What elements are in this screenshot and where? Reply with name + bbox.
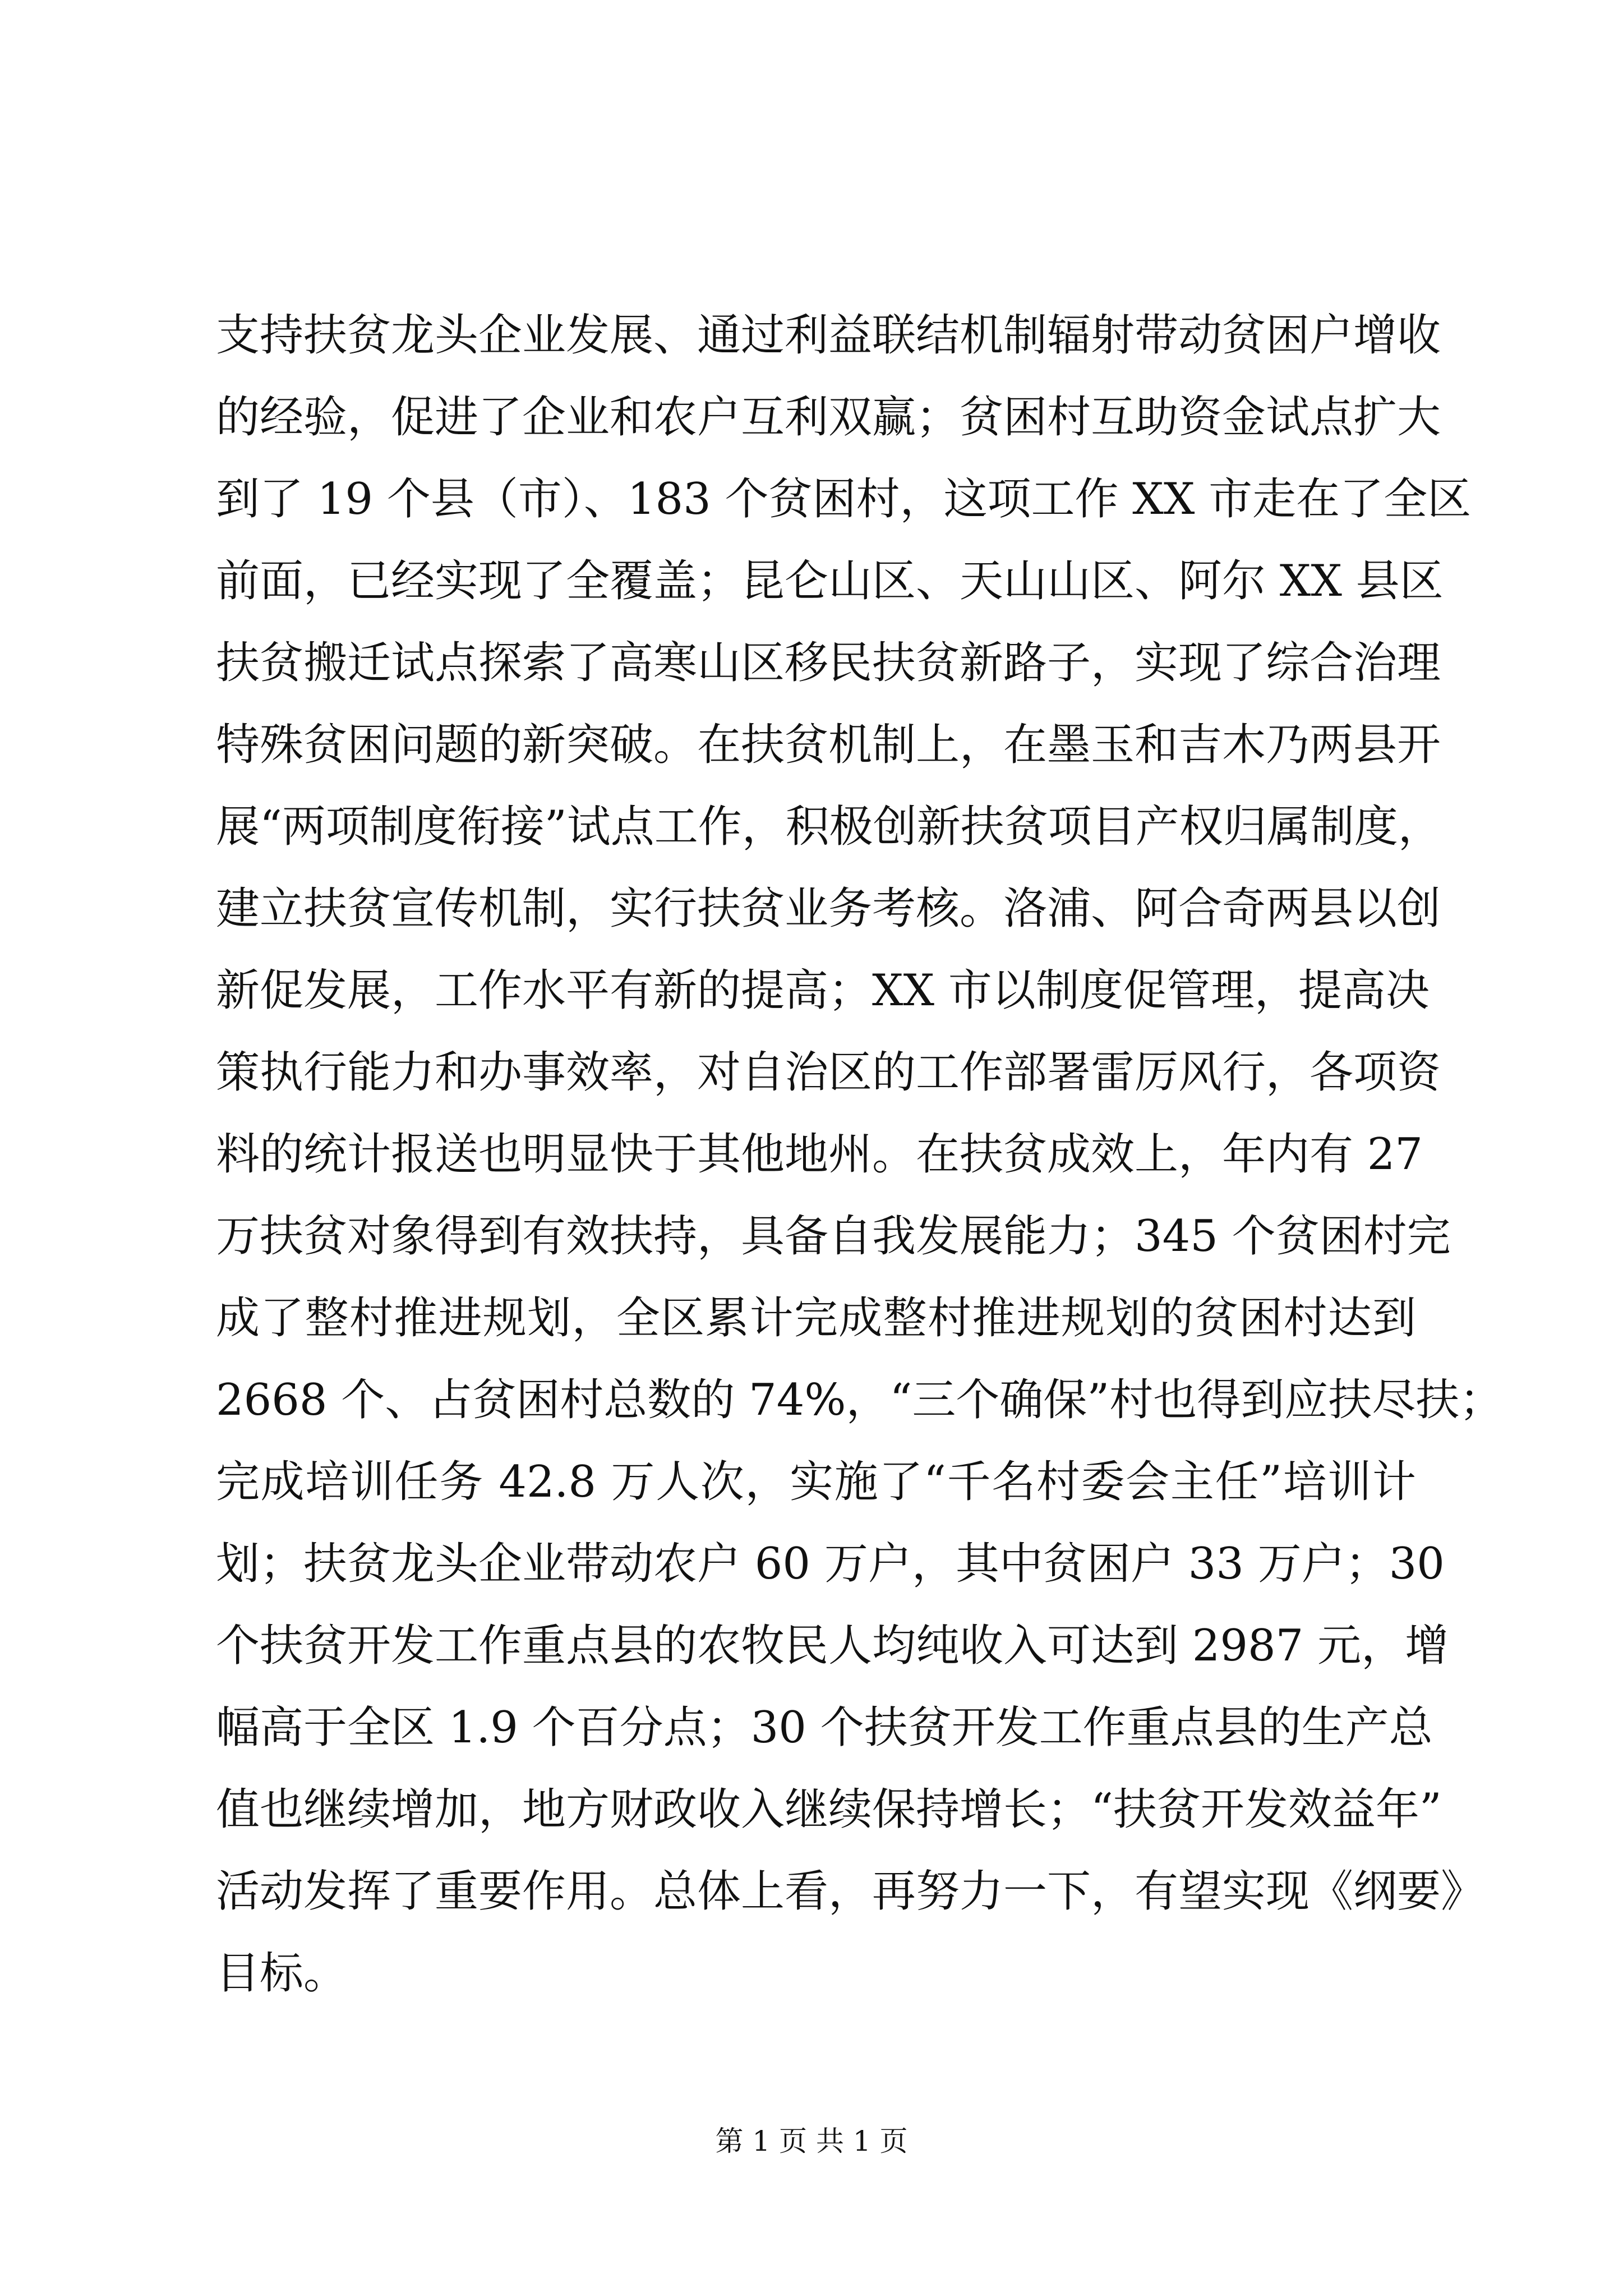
text-line: 展“两项制度衔接”试点工作，积极创新扶贫项目产权归属制度， <box>216 802 1442 852</box>
text-line: 划；扶贫龙头企业带动农户 60 万户，其中贫困户 33 万户；30 <box>216 1539 1445 1589</box>
text-line: 建立扶贫宣传机制，实行扶贫业务考核。洛浦、阿合奇两县以创 <box>216 884 1441 934</box>
text-line: 特殊贫困问题的新突破。在扶贫机制上，在墨玉和吉木乃两县开 <box>216 720 1441 770</box>
text-line: 的经验，促进了企业和农户互利双赢；贫困村互助资金试点扩大 <box>216 392 1441 443</box>
body-paragraph <box>216 295 1504 2014</box>
text-line: 支持扶贫龙头企业发展、通过利益联结机制辐射带动贫困户增收 <box>216 310 1441 361</box>
text-line: 幅高于全区 1.9 个百分点；30 个扶贫开发工作重点县的生产总 <box>216 1703 1433 1753</box>
text-line: 2668 个、占贫困村总数的 74%，“三个确保”村也得到应扶尽扶； <box>216 1375 1504 1425</box>
text-line: 成了整村推进规划，全区累计完成整村推进规划的贫困村达到 <box>216 1293 1416 1343</box>
text-line: 值也继续增加，地方财政收入继续保持增长；“扶贫开发效益年” <box>216 1784 1442 1835</box>
text-line: 活动发挥了重要作用。总体上看，再努力一下，有望实现《纲要》 <box>216 1866 1485 1917</box>
text-line: 扶贫搬迁试点探索了高寒山区移民扶贫新路子，实现了综合治理 <box>216 638 1441 688</box>
text-line: 前面，已经实现了全覆盖；昆仑山区、天山山区、阿尔 XX 县区 <box>216 556 1444 606</box>
text-line: 万扶贫对象得到有效扶持，具备自我发展能力；345 个贫困村完 <box>216 1211 1451 1262</box>
text-line: 策执行能力和办事效率，对自治区的工作部署雷厉风行，各项资 <box>216 1047 1441 1098</box>
text-line: 新促发展，工作水平有新的提高；XX 市以制度促管理，提高决 <box>216 965 1430 1016</box>
text-line: 料的统计报送也明显快于其他地州。在扶贫成效上，年内有 27 <box>216 1129 1423 1180</box>
text-line: 到了 19 个县（市）、183 个贫困村，这项工作 XX 市走在了全区 <box>216 474 1472 524</box>
page-footer: 第 1 页 共 1 页 <box>715 2125 908 2157</box>
text-line: 个扶贫开发工作重点县的农牧民人均纯收入可达到 2987 元，增 <box>216 1621 1449 1671</box>
text-line: 目标。 <box>216 1948 348 1999</box>
text-line: 完成培训任务 42.8 万人次，实施了“千名村委会主任”培训计 <box>216 1457 1416 1507</box>
